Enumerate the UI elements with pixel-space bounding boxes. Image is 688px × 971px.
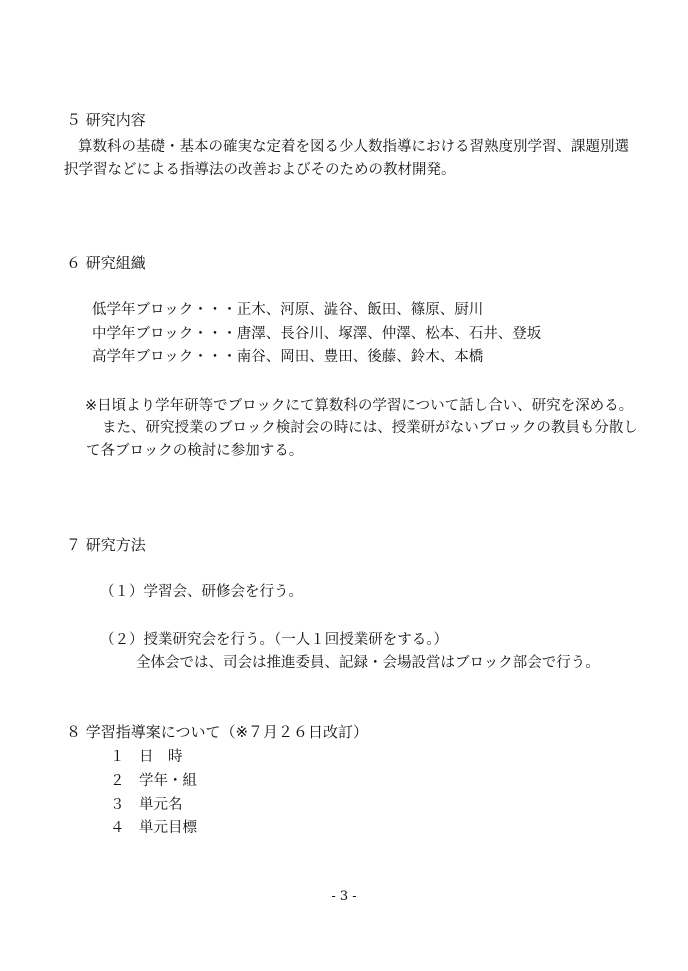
block-upper-grade: 高学年ブロック・・・南谷、岡田、豊田、後藤、鈴木、本橋 xyxy=(92,349,484,365)
section6-note-line-3: て各ブロックの検討に参加する。 xyxy=(86,443,304,459)
section8-item-1: １ 日 時 xyxy=(110,749,183,765)
section8-heading: ８ 学習指導案について（※７月２６日改訂） xyxy=(66,723,369,741)
section8-item-2: ２ 学年・組 xyxy=(110,773,197,789)
page-number: - 3 - xyxy=(331,889,357,904)
section5-body-line-2: 択学習などによる指導法の改善およびそのための教材開発。 xyxy=(64,162,456,178)
section7-item-2-detail: 全体会では、司会は推進委員、記録・会場設営はブロック部会で行う。 xyxy=(136,655,600,671)
section5-body-line-1: 算数科の基礎・基本の確実な定着を図る少人数指導における習熟度別学習、課題別選 xyxy=(78,139,629,155)
section6-heading: ６ 研究組織 xyxy=(66,254,146,272)
section7-item-1: （１）学習会、研修会を行う。 xyxy=(100,584,303,600)
section7-item-2: （２）授業研究会を行う。（一人１回授業研をする。） xyxy=(100,632,448,648)
block-lower-grade: 低学年ブロック・・・正木、河原、澁谷、飯田、篠原、厨川 xyxy=(92,302,484,318)
section8-item-3: ３ 単元名 xyxy=(110,797,183,813)
section6-note-line-2: また、研究授業のブロック検討会の時には、授業研がないブロックの教員も分散し xyxy=(102,420,638,436)
section7-heading: ７ 研究方法 xyxy=(66,536,146,554)
section8-item-4: ４ 単元目標 xyxy=(110,820,197,836)
section5-heading: ５ 研究内容 xyxy=(66,111,146,129)
block-middle-grade: 中学年ブロック・・・唐澤、長谷川、塚澤、仲澤、松本、石井、登坂 xyxy=(92,326,542,342)
section6-note-line-1: ※日頃より学年研等でブロックにて算数科の学習について話し合い、研究を深める。 xyxy=(85,398,634,414)
